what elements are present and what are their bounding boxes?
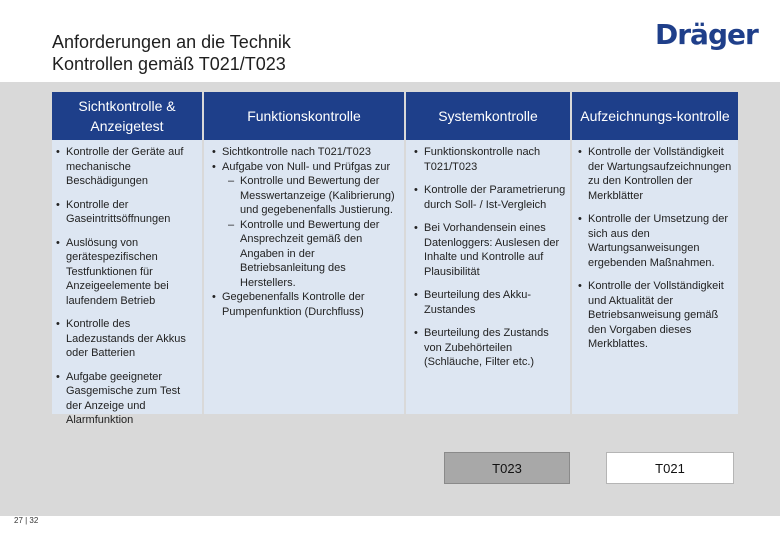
list-item: • Auslösung von gerätespezifischen Testfunktionen für Anzeigeelemente bei laufendem Betrieb (52, 236, 198, 309)
title-line-2: Kontrollen gemäß T021/T023 (52, 54, 286, 74)
column-body-systemkontrolle (406, 140, 570, 414)
list-item: • Kontrolle der Umsetzung der sich aus den Wartungsanweisungen ergebenden Maßnahmen. (574, 212, 734, 270)
sub-list-item: – Kontrolle und Bewertung der Ansprechzeit gemäß den Angaben in der Betriebsanleitung des Herstellers. (228, 218, 398, 291)
column-header-label: Systemkontrolle (438, 108, 538, 124)
t023-button[interactable] (444, 452, 570, 484)
list-item: • Beurteilung des Zustands von Zubehörteilen (Schläuche, Filter etc.) (410, 326, 566, 370)
column-body-aufzeichnungskontrolle (572, 140, 738, 414)
column-header-systemkontrolle (406, 92, 570, 140)
list-item: • Kontrolle der Vollständigkeit der Wartungsaufzeichnungen zu den Kontrollen der Merkblätter (574, 145, 734, 203)
list-item: • Kontrolle der Geräte auf mechanische Beschädigungen (52, 145, 198, 189)
list-item: • Kontrolle der Vollständigkeit und Aktualität der Betriebsanweisung gemäß den Vorgaben dieses Merkblattes. (574, 279, 734, 352)
sub-list-item: – Kontrolle und Bewertung der Messwertanzeige (Kalibrierung) und gegebenenfalls Justierung. (228, 174, 398, 218)
column-header-funktionskontrolle (204, 92, 404, 140)
list-item: • Funktionskontrolle nach T021/T023 (410, 145, 566, 174)
list-item: • Kontrolle des Ladezustands der Akkus oder Batterien (52, 317, 198, 361)
column-header-label: Funktionskontrolle (247, 108, 361, 124)
column-header-label: Sichtkontrolle & Anzeigetest (78, 98, 176, 134)
list-item (208, 160, 398, 291)
list-item: • Aufgabe geeigneter Gasgemische zum Test der Anzeige und Alarmfunktion (52, 370, 198, 428)
title-line-1: Anforderungen an die Technik (52, 32, 291, 52)
t021-button-label: T021 (655, 460, 685, 476)
list-item: • Bei Vorhandensein eines Datenloggers: Auslesen der Inhalte und Kontrolle auf Plausibilität (410, 221, 566, 279)
list-item: • Kontrolle der Parametrierung durch Soll- / Ist-Vergleich (410, 183, 566, 212)
column-header-aufzeichnungskontrolle (572, 92, 738, 140)
column-header-sichtkontrolle (52, 92, 202, 140)
column-body-funktionskontrolle (204, 140, 404, 414)
t023-button-label: T023 (492, 460, 522, 476)
t021-button[interactable] (606, 452, 734, 484)
page-number: 27 | 32 (14, 516, 39, 525)
list-item: • Beurteilung des Akku-Zustandes (410, 288, 566, 317)
list-item-text: Aufgabe von Null- und Prüfgas zur (222, 160, 391, 173)
list-item: • Gegebenenfalls Kontrolle der Pumpenfunktion (Durchfluss) (208, 290, 398, 319)
draeger-logo: Dräger (655, 18, 758, 51)
column-body-sichtkontrolle (52, 140, 202, 426)
slide-title (52, 31, 291, 75)
list-item: • Kontrolle der Gaseintrittsöffnungen (52, 198, 198, 227)
list-item: • Sichtkontrolle nach T021/T023 (208, 145, 398, 160)
column-header-label: Aufzeichnungs-kontrolle (580, 108, 730, 124)
